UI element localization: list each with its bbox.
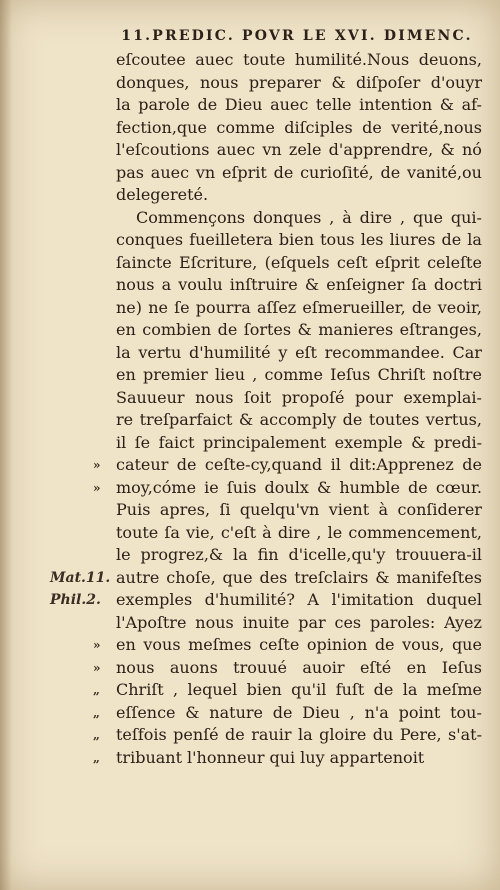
word: ceſte [259, 635, 300, 654]
text-line [116, 117, 482, 140]
text-line [116, 454, 482, 477]
word: & [304, 275, 320, 294]
word: la [116, 95, 131, 114]
word: commencement, [348, 522, 482, 542]
word: manieres [318, 320, 394, 339]
word: à [342, 207, 352, 227]
word: auons [169, 657, 218, 677]
word: ſe [134, 432, 151, 452]
word: de [272, 702, 293, 722]
word: point [398, 702, 441, 722]
word: à [262, 522, 272, 542]
word: nature [209, 702, 263, 722]
word: d'humilité? [204, 590, 295, 609]
word: le [327, 522, 343, 542]
word: ſi [219, 500, 231, 519]
word: le [116, 545, 131, 564]
word: premier [143, 365, 208, 384]
word: nous [195, 387, 234, 407]
text-line [116, 184, 482, 207]
word: eſt [295, 342, 317, 362]
word: toute [243, 50, 286, 69]
word: n'a [364, 702, 389, 722]
word: des [259, 567, 288, 587]
word: de [373, 680, 394, 699]
margin-quote-mark: » [93, 480, 101, 495]
word: enſeigner [326, 275, 405, 294]
text-line [116, 747, 482, 770]
word: recommandee. [324, 342, 445, 362]
word: diſciples [284, 117, 353, 137]
word: par [298, 612, 326, 632]
word: duquel [426, 590, 482, 609]
word: vn [195, 162, 216, 182]
word: ſoit [244, 387, 272, 407]
word: de [273, 162, 294, 182]
word: , [316, 522, 322, 542]
word: dire [277, 522, 311, 542]
word: ſa [164, 522, 180, 542]
word: la [402, 680, 418, 699]
word: bien [278, 230, 314, 249]
word: les [360, 230, 384, 249]
word: teſfois [116, 725, 167, 744]
word: exemple [334, 432, 403, 452]
word: il [330, 455, 341, 474]
margin-reference: Mat.11. [50, 569, 111, 586]
word: eſſence [116, 702, 176, 722]
word: nous [116, 275, 155, 294]
word: de [197, 95, 218, 114]
word: Eſcriture, [179, 252, 258, 272]
word: combien [142, 320, 212, 339]
word: cateur [116, 455, 169, 474]
word: ces [334, 612, 362, 632]
margin-quote-mark: „ [93, 750, 100, 765]
word: de [362, 117, 382, 137]
word: Dieu [224, 95, 263, 114]
word: predi- [433, 432, 482, 452]
margin-quote-mark: » [93, 458, 101, 472]
word: vertu [138, 342, 182, 362]
text-line [116, 297, 482, 320]
word: toute [116, 522, 159, 542]
text-line [116, 387, 482, 410]
word: lieu [214, 365, 245, 384]
word: d'icelle,qu'y [288, 545, 386, 564]
word: vient [328, 500, 370, 519]
margin-reference: Phil.2. [50, 592, 101, 608]
word: la [116, 342, 131, 362]
word: tou- [450, 702, 482, 722]
word: que [222, 567, 253, 587]
text-line [116, 207, 482, 230]
text-line [116, 319, 482, 342]
word: & [238, 410, 254, 429]
word: vie, [185, 522, 215, 542]
word: humble [339, 477, 400, 497]
margin-quote-mark: „ [93, 705, 100, 720]
word: d'ouyr [430, 72, 482, 92]
body-text [116, 49, 482, 769]
text-line [116, 364, 482, 387]
text-line [116, 72, 482, 95]
word: doctri [433, 275, 482, 294]
word: fin [257, 545, 279, 564]
word: auoir [302, 657, 345, 677]
word: Chriſt [377, 365, 426, 384]
word: Chriſt [116, 680, 164, 699]
word: de [374, 635, 395, 654]
word: dit:Apprenez [349, 455, 454, 474]
word: deuons, [418, 50, 482, 69]
word: (eſquels [264, 252, 330, 272]
word: donques, [116, 72, 190, 92]
text-line [116, 229, 482, 252]
text-line [116, 139, 482, 162]
word: ie [204, 477, 219, 497]
text-line [116, 94, 482, 117]
word: eſté [359, 657, 392, 677]
text-line [116, 274, 482, 297]
word: dire [359, 207, 393, 227]
word: treſparfaict [139, 410, 233, 429]
word: manifeſtes [396, 567, 482, 587]
word: tous [320, 230, 355, 249]
word: ſa [411, 275, 427, 294]
word: doulx [264, 477, 309, 497]
word: choſe, [166, 567, 216, 587]
text-line [116, 702, 482, 725]
word: ſaincte [116, 252, 172, 272]
word: fuſt [335, 680, 365, 699]
word: fection,que [116, 117, 207, 137]
word: l'honneur [187, 747, 265, 767]
word: af- [461, 95, 482, 114]
text-line [116, 499, 482, 522]
word: autre [116, 567, 160, 587]
running-head: 11.PREDIC. POVR LE XVI. DIMENC. [121, 28, 473, 44]
margin-quote-mark: » [93, 638, 101, 652]
text-line [116, 522, 482, 545]
word: vertus, [425, 410, 482, 429]
word: la [467, 230, 482, 249]
word: nous [199, 72, 239, 92]
word: celeſte [427, 252, 482, 272]
word: ne [148, 297, 168, 317]
word: telle [315, 95, 352, 114]
word: & [185, 702, 200, 722]
word: qu'il [291, 680, 327, 699]
word: trouuera-il [395, 545, 482, 564]
word: en [116, 635, 136, 654]
word: vn [262, 140, 282, 159]
text-line [116, 49, 482, 72]
word: liures [389, 230, 436, 249]
word: , [252, 365, 258, 384]
word: donques [252, 207, 322, 227]
word: parole [138, 95, 190, 114]
word: à [378, 500, 389, 519]
word: pourra [195, 297, 251, 317]
word: exemples [116, 590, 193, 609]
word: apres, [159, 500, 211, 519]
word: cœur. [435, 477, 482, 497]
word: luy [300, 747, 325, 767]
word: progrez,& [140, 545, 224, 564]
word: nous [195, 612, 234, 632]
word: conques [116, 230, 184, 249]
word: , [329, 207, 335, 227]
word: penſé [173, 725, 219, 744]
word: veoir, [437, 297, 482, 317]
text-line [116, 589, 482, 612]
word: en [116, 365, 136, 384]
word: en [116, 320, 136, 339]
word: conſiderer [397, 500, 482, 519]
word: & [316, 477, 332, 497]
word: & [297, 320, 312, 339]
word: auec [216, 140, 256, 159]
word: propoſé [281, 387, 345, 407]
word: bien [246, 680, 282, 699]
word: paroles: [370, 612, 436, 632]
word: voulu [178, 275, 223, 294]
word: re [116, 410, 134, 429]
word: ceſte-cy,quand [204, 455, 323, 474]
margin-quote-mark: „ [93, 683, 100, 697]
word: que [451, 635, 482, 654]
word: treſclairs [294, 567, 369, 587]
word: de [225, 725, 245, 744]
word: de [217, 320, 238, 339]
word: Dieu [302, 702, 340, 722]
word: Ieſus [441, 657, 482, 677]
word: accomply [259, 410, 337, 429]
word: eſprit [221, 162, 267, 182]
word: en [406, 657, 427, 677]
word: Commençons [136, 207, 246, 227]
text-line [116, 724, 482, 747]
word: Ieſus [330, 365, 371, 384]
word: delegereté. [116, 185, 209, 204]
word: , [400, 207, 406, 227]
word: & [331, 72, 346, 92]
word: vous [143, 635, 181, 654]
word: s'at- [448, 725, 482, 744]
word: & [411, 432, 426, 452]
word: ſortes [243, 320, 292, 339]
word: Car [452, 342, 482, 362]
word: toutes [368, 410, 420, 429]
word: de [462, 455, 482, 474]
word: de [380, 162, 401, 182]
text-line [116, 342, 482, 365]
text-line [116, 612, 482, 635]
word: pour [355, 387, 393, 407]
word: fueilletera [189, 230, 273, 249]
text-line [116, 679, 482, 702]
word: que [412, 207, 443, 227]
word: ceſt [336, 252, 368, 272]
word: moy,cóme [116, 477, 197, 497]
word: principalement [203, 432, 327, 452]
word: diſpoſer [356, 72, 421, 92]
word: de [441, 230, 462, 249]
word: du [372, 725, 394, 744]
word: verité,nous [391, 117, 482, 137]
page-gutter-shadow [0, 0, 12, 890]
word: de [408, 477, 428, 497]
text-line [116, 634, 482, 657]
word: c'eſt [220, 522, 257, 542]
margin-quote-mark: » [93, 660, 101, 675]
word: inſtruire [229, 275, 298, 294]
text-line [116, 162, 482, 185]
word: & [439, 95, 455, 114]
text-line [116, 567, 482, 590]
word: y [278, 342, 288, 362]
word: la [233, 545, 248, 564]
word: Puis [116, 500, 151, 519]
word: ſuis [226, 477, 257, 497]
word: auec [270, 95, 309, 114]
word: aſſez [256, 297, 297, 317]
word: ſe [174, 297, 190, 317]
word: d'humilité [188, 342, 271, 362]
word: & [375, 567, 390, 587]
word: rauir [251, 725, 292, 744]
word: eſmerueiller, [302, 297, 406, 317]
word: vous, [402, 635, 445, 654]
word: l'imitation [331, 590, 414, 609]
word: lequel [187, 680, 238, 699]
word: auec [150, 162, 190, 182]
word: opinion [306, 635, 368, 654]
word: la [297, 725, 313, 744]
word: A [307, 590, 319, 609]
word: nó [461, 140, 482, 159]
margin-quote-mark: „ [93, 728, 100, 742]
text-line [116, 657, 482, 680]
word: exemplai- [403, 387, 482, 407]
word: humilité.Nous [294, 50, 410, 69]
word: meſme [426, 680, 482, 699]
text-line [116, 252, 482, 275]
word: ne) [116, 297, 143, 317]
word: curioſité, [300, 162, 374, 182]
word: appartenoit [329, 747, 425, 767]
word: qui [269, 747, 296, 767]
text-line [116, 477, 482, 500]
word: de [176, 455, 197, 474]
word: de [342, 410, 363, 429]
word: auec [195, 50, 234, 69]
word: de [411, 297, 432, 317]
word: intention [359, 95, 433, 114]
word: trouué [233, 657, 287, 677]
word: noſtre [432, 365, 482, 384]
word: comme [216, 117, 275, 137]
word: Pere, [399, 725, 442, 744]
word: quelqu'vn [239, 500, 320, 519]
word: zele [288, 140, 322, 159]
word: faict [158, 432, 195, 452]
word: Ayez [444, 612, 482, 632]
word: & [440, 140, 455, 159]
word: eſtranges, [399, 320, 482, 339]
word: nous [116, 657, 155, 677]
word: , [349, 702, 355, 722]
word: comme [264, 365, 323, 384]
word: vanité,ou [407, 162, 482, 182]
text-line [116, 432, 482, 455]
word: Sauueur [116, 387, 185, 407]
text-line [116, 409, 482, 432]
word: preparer [248, 72, 321, 92]
text-line [116, 544, 482, 567]
word: l'Apoſtre [116, 612, 187, 632]
word: il [116, 432, 127, 452]
word: tribuant [116, 747, 183, 767]
word: pas [116, 162, 144, 182]
word: d'apprendre, [328, 140, 434, 159]
word: l'eſcoutions [116, 140, 210, 159]
word: inuite [242, 612, 290, 632]
word: eſprit [374, 252, 420, 272]
word: qui- [450, 207, 482, 227]
word: gloire [319, 725, 367, 744]
word: a [161, 275, 172, 294]
word: , [173, 680, 179, 699]
word: meſmes [188, 635, 252, 654]
word: eſcoutee [116, 50, 186, 69]
